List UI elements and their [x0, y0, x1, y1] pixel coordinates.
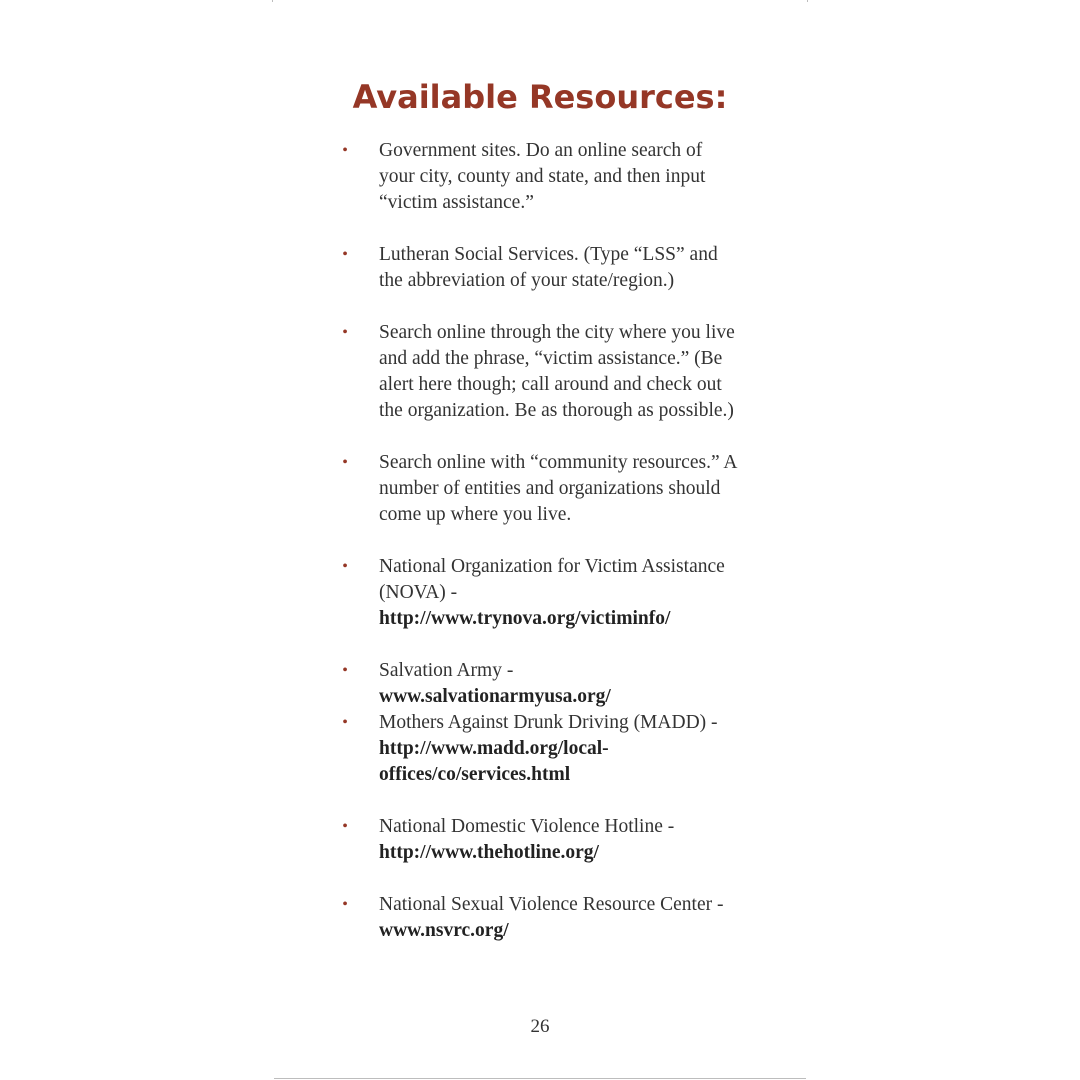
list-item — [340, 554, 740, 632]
list-item — [340, 710, 740, 788]
resource-text: Mothers Against Drunk Driving (MADD) - — [379, 712, 718, 733]
list-item — [340, 320, 740, 424]
resource-text: National Organization for Victim Assistance (NOVA) - — [379, 556, 725, 603]
page-bottom-edge — [274, 1078, 806, 1079]
bullet-icon: • — [342, 662, 348, 679]
resource-link-salvation-army[interactable]: www.salvationarmyusa.org/ — [379, 686, 611, 707]
list-item — [340, 658, 740, 710]
page-top-edge — [272, 0, 808, 2]
bullet-icon: • — [342, 454, 348, 471]
list-item — [340, 892, 740, 944]
resource-text: Government sites. Do an online search of your city, county and state, and then input “victim assistance.” — [379, 140, 706, 213]
page-top-edge-left-tick — [272, 0, 273, 2]
resource-link-nsvrc[interactable]: www.nsvrc.org/ — [379, 920, 509, 941]
resource-link-hotline[interactable]: http://www.thehotline.org/ — [379, 842, 599, 863]
page-top-edge-right-tick — [807, 0, 808, 2]
page-number: 26 — [530, 1016, 550, 1037]
resource-text: Salvation Army - — [379, 660, 514, 681]
list-item — [340, 814, 740, 866]
list-item — [340, 242, 740, 294]
page-title: Available Resources: — [352, 78, 728, 116]
resource-text: Lutheran Social Services. (Type “LSS” and the abbreviation of your state/region.) — [379, 244, 718, 291]
list-item — [340, 138, 740, 216]
bullet-icon: • — [342, 324, 348, 341]
resource-link-madd[interactable]: http://www.madd.org/local-offices/co/services.html — [379, 738, 609, 785]
resource-link-nova[interactable]: http://www.trynova.org/victiminfo/ — [379, 608, 671, 629]
resource-text: National Sexual Violence Resource Center - — [379, 894, 724, 915]
resource-list — [340, 138, 740, 970]
list-item — [340, 450, 740, 528]
bullet-icon: • — [342, 142, 348, 159]
resource-text: National Domestic Violence Hotline - — [379, 816, 675, 837]
resource-text: Search online with “community resources.” A number of entities and organizations should come up where you live. — [379, 452, 737, 525]
bullet-icon: • — [342, 714, 348, 731]
bullet-icon: • — [342, 818, 348, 835]
bullet-icon: • — [342, 558, 348, 575]
resource-text: Search online through the city where you live and add the phrase, “victim assistance.” (Be alert here though; call around and check out the organization. Be as thorough as possible.) — [379, 322, 735, 421]
bullet-icon: • — [342, 246, 348, 263]
bullet-icon: • — [342, 896, 348, 913]
